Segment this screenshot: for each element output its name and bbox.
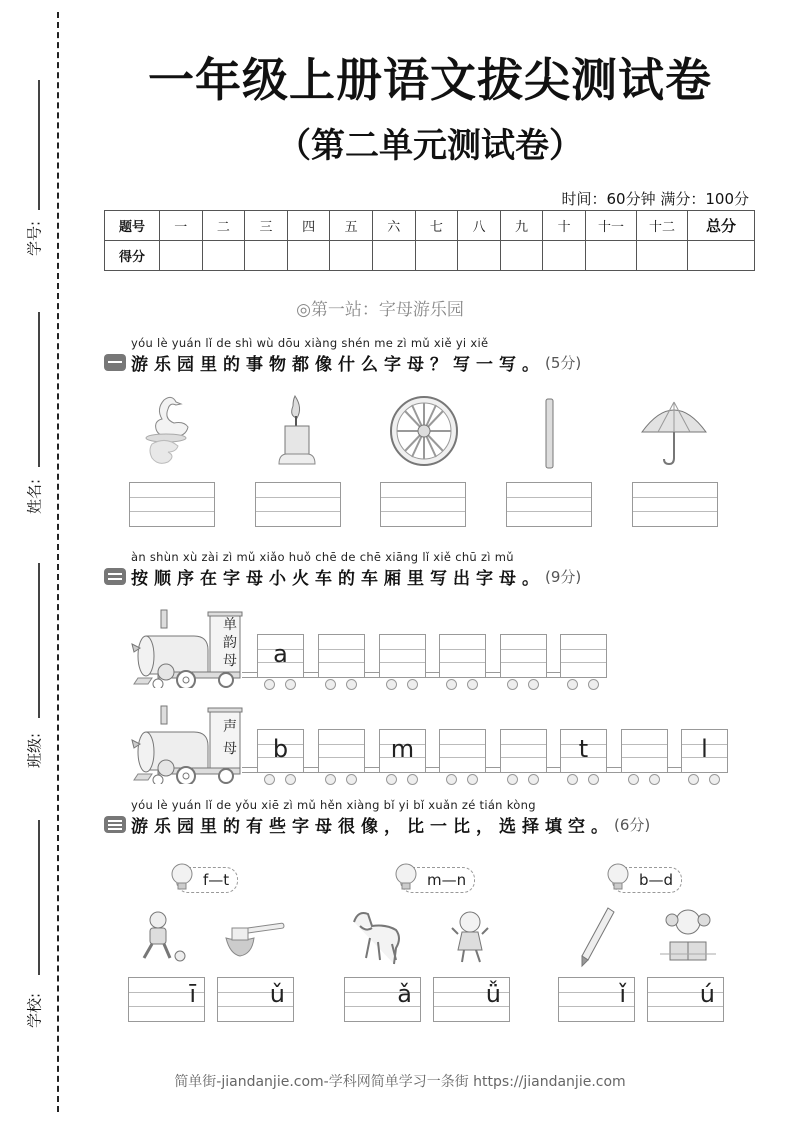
wheel-icon: [467, 774, 478, 785]
score-cell-total[interactable]: [688, 241, 755, 271]
name-label: 姓名:: [25, 478, 44, 515]
q1-answer-grid[interactable]: [255, 482, 341, 527]
coupler: [242, 672, 257, 678]
tone-mark: ī: [189, 980, 196, 1008]
train1-label: [218, 616, 242, 670]
wheel-icon: [285, 679, 296, 690]
wheel-icon: [407, 679, 418, 690]
hint-bubble-bd: [612, 867, 682, 893]
wheel-icon: [507, 774, 518, 785]
wheel-icon: [386, 774, 397, 785]
train-car[interactable]: [439, 729, 486, 773]
col-header: 十二: [637, 211, 688, 241]
score-cell[interactable]: [330, 241, 373, 271]
wheel-icon: [467, 679, 478, 690]
question-1: [104, 336, 581, 375]
boy-kicking-ball-icon: [136, 910, 196, 966]
wheel-icon: [649, 774, 660, 785]
hint-text: b—d: [639, 871, 674, 889]
col-header: 八: [458, 211, 501, 241]
label-char: 韵: [223, 635, 237, 651]
q1-answer-grid[interactable]: [506, 482, 592, 527]
wheel-icon: [446, 679, 457, 690]
score-row: [105, 241, 755, 271]
train-car[interactable]: [560, 729, 607, 773]
q3-points: (6分): [614, 816, 651, 834]
wheel-icon: [507, 679, 518, 690]
col-header: 十: [543, 211, 586, 241]
train-car[interactable]: [318, 634, 365, 678]
car-letter: t: [578, 735, 589, 763]
coupler: [365, 767, 379, 773]
page-title: 一年级上册语文拔尖测试卷: [148, 53, 712, 107]
col-header: 七: [415, 211, 458, 241]
train-car[interactable]: [621, 729, 668, 773]
wheel-icon: [567, 774, 578, 785]
wheel-icon: [528, 679, 539, 690]
q3-answer-grid[interactable]: [558, 977, 635, 1022]
train-car[interactable]: [439, 634, 486, 678]
q3-answer-grid[interactable]: [344, 977, 421, 1022]
question-number-row: [105, 211, 755, 241]
train2-label: [218, 716, 242, 760]
score-cell[interactable]: [415, 241, 458, 271]
wheel-icon: [285, 774, 296, 785]
tone-mark: ǔ: [269, 980, 285, 1008]
score-cell[interactable]: [637, 241, 688, 271]
coupler: [242, 767, 257, 773]
train-car[interactable]: [500, 729, 547, 773]
train-car[interactable]: [681, 729, 728, 773]
q3-answer-grid[interactable]: [128, 977, 205, 1022]
cut-line: [57, 12, 59, 1112]
col-header: 三: [245, 211, 288, 241]
wheel-icon: [446, 774, 457, 785]
wheel-icon: [325, 774, 336, 785]
wheel-icon: [688, 774, 699, 785]
score-cell[interactable]: [586, 241, 637, 271]
coupler: [304, 767, 318, 773]
wheel-icon: [588, 774, 599, 785]
school-line: [38, 820, 40, 975]
question-number-icon-1: [104, 354, 126, 371]
q3-text: 游乐园里的有些字母很像，比一比，选择填空。: [131, 817, 614, 837]
car-letter: a: [273, 640, 288, 668]
wheel-icon: [386, 679, 397, 690]
score-table: [104, 210, 755, 271]
col-header: 九: [500, 211, 543, 241]
coupler: [426, 672, 439, 678]
score-cell[interactable]: [500, 241, 543, 271]
q3-answer-grid[interactable]: [217, 977, 294, 1022]
wheel-icon: [709, 774, 720, 785]
label-char: 单: [223, 617, 237, 633]
lightbulb-icon: [605, 862, 633, 892]
col-header: 四: [287, 211, 330, 241]
coupler: [607, 767, 621, 773]
question-number-icon-2: [104, 568, 126, 585]
hint-text: f—t: [203, 871, 230, 889]
question-number-icon-3: [104, 816, 126, 833]
horse-icon: [348, 908, 406, 966]
train-car[interactable]: [379, 634, 426, 678]
wheel-icon: [264, 774, 275, 785]
car-letter: l: [701, 735, 708, 763]
col-header: 五: [330, 211, 373, 241]
coupler: [365, 672, 379, 678]
car-letter: b: [272, 735, 289, 763]
wheel-icon: [528, 774, 539, 785]
hint-bubble-ft: [176, 867, 238, 893]
car-letter: m: [390, 735, 415, 763]
wheel-icon: [407, 774, 418, 785]
coupler: [486, 672, 500, 678]
swan-icon: [142, 392, 192, 467]
exam-meta: 时间：60分钟 满分：100分: [561, 190, 749, 208]
q2-pinyin: àn shùn xù zài zì mǔ xiǎo huǒ chē de chē xiāng lǐ xiě chū zì mǔ: [131, 550, 514, 564]
train-car[interactable]: [257, 729, 304, 773]
score-cell[interactable]: [287, 241, 330, 271]
score-cell[interactable]: [160, 241, 203, 271]
question-3: [104, 798, 650, 837]
label-char: 声: [223, 719, 237, 735]
tone-mark: ǐ: [619, 980, 626, 1008]
train-car[interactable]: [500, 634, 547, 678]
wheel-icon: [325, 679, 336, 690]
col-header: 十一: [586, 211, 637, 241]
coupler: [486, 767, 500, 773]
row-label: 题号: [105, 211, 160, 241]
stick-icon: [544, 398, 556, 470]
train-car[interactable]: [318, 729, 365, 773]
q3-answer-grid[interactable]: [433, 977, 510, 1022]
q1-answer-grid[interactable]: [632, 482, 718, 527]
q3-answer-grid[interactable]: [647, 977, 724, 1022]
coupler: [304, 672, 318, 678]
wheel-icon: [567, 679, 578, 690]
score-cell[interactable]: [372, 241, 415, 271]
lightbulb-icon: [393, 862, 421, 892]
pencil-icon: [578, 906, 618, 968]
label-char: 母: [223, 741, 237, 757]
wheel-icon: [628, 774, 639, 785]
label-char: 母: [223, 653, 237, 669]
q2-points: (9分): [545, 568, 582, 586]
row-label: 得分: [105, 241, 160, 271]
class-line: [38, 563, 40, 718]
q1-text: 游乐园里的事物都像什么字母？写一写。: [131, 355, 545, 375]
hint-bubble-mn: [400, 867, 475, 893]
wheel-icon: [346, 774, 357, 785]
page-subtitle: （第二单元测试卷）: [277, 126, 583, 166]
wheel-icon: [388, 395, 460, 467]
name-line: [38, 312, 40, 467]
candle-icon: [277, 394, 317, 466]
score-cell[interactable]: [543, 241, 586, 271]
tone-mark: ú: [699, 980, 715, 1008]
col-header: 六: [372, 211, 415, 241]
coupler: [547, 672, 560, 678]
train-car[interactable]: [560, 634, 607, 678]
coupler: [426, 767, 439, 773]
col-header: 二: [202, 211, 245, 241]
train-car[interactable]: [257, 634, 304, 678]
girl-reading-icon: [660, 906, 716, 966]
q3-pinyin: yóu lè yuán lǐ de yǒu xiē zì mǔ hěn xiàng bǐ yi bǐ xuǎn zé tián kòng: [131, 798, 536, 812]
col-header-total: 总分: [688, 211, 755, 241]
lightbulb-icon: [169, 862, 197, 892]
q1-answer-grid[interactable]: [129, 482, 215, 527]
student-id-line: [38, 80, 40, 210]
score-cell[interactable]: [458, 241, 501, 271]
station-heading: ◎第一站：字母游乐园: [296, 300, 464, 320]
question-2: [104, 550, 581, 589]
class-label: 班级:: [25, 732, 44, 769]
wheel-icon: [264, 679, 275, 690]
student-id-label: 学号:: [25, 220, 44, 257]
coupler: [547, 767, 560, 773]
coupler: [668, 767, 681, 773]
q2-text: 按顺序在字母小火车的车厢里写出字母。: [131, 569, 545, 589]
girl-icon: [450, 908, 490, 966]
wheel-icon: [588, 679, 599, 690]
wheel-icon: [346, 679, 357, 690]
tone-mark: ǚ: [485, 980, 501, 1008]
umbrella-icon: [638, 398, 710, 466]
score-cell[interactable]: [245, 241, 288, 271]
footer-watermark: 简单街-jiandanjie.com-学科网简单学习一条街 https://jiandanjie.com: [174, 1074, 626, 1090]
q1-points: (5分): [545, 354, 582, 372]
school-label: 学校:: [25, 992, 44, 1029]
col-header: 一: [160, 211, 203, 241]
axe-icon: [222, 922, 286, 958]
q1-pinyin: yóu lè yuán lǐ de shì wù dōu xiàng shén me zì mǔ xiě yi xiě: [131, 336, 489, 350]
train-car[interactable]: [379, 729, 426, 773]
tone-mark: ǎ: [397, 980, 412, 1008]
hint-text: m—n: [427, 871, 467, 889]
score-cell[interactable]: [202, 241, 245, 271]
q1-answer-grid[interactable]: [380, 482, 466, 527]
